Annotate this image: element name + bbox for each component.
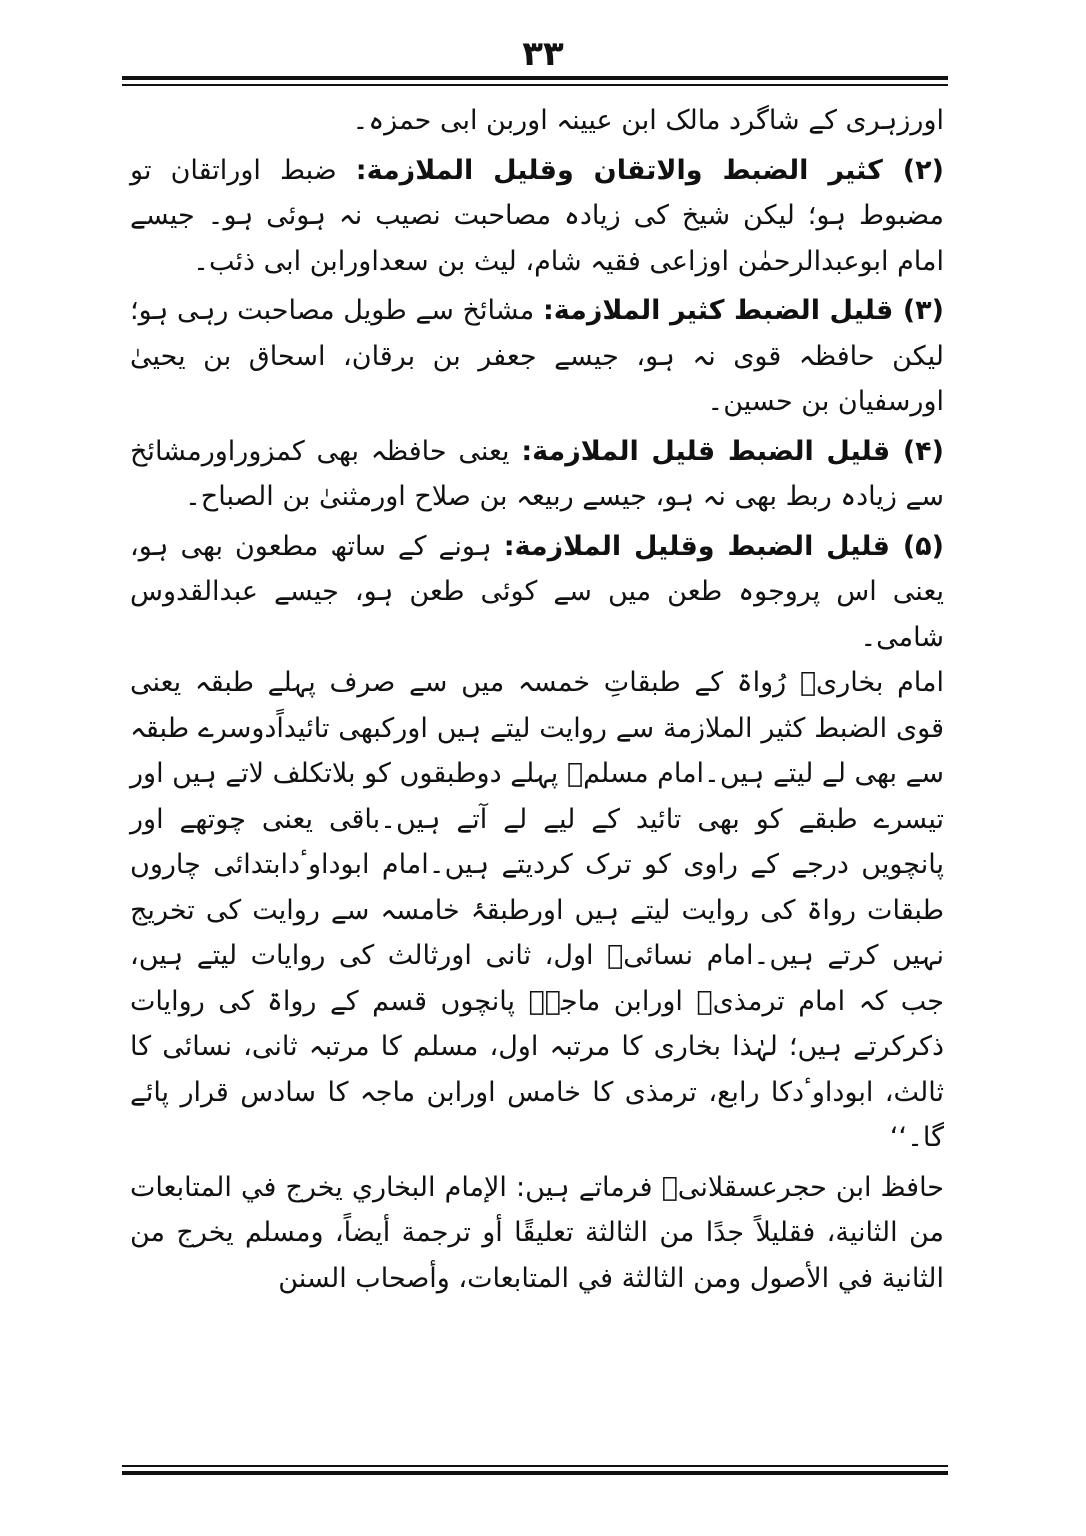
paragraph-category-5 — [130, 524, 944, 661]
paragraph-category-4 — [130, 429, 944, 520]
paragraph-text: یعنی حافظہ بھی کمزوراورمشائخ سے زیادہ ربط بھی نہ ہو، جیسے ربیعہ بن صلاح اورمثنیٰ بن الصباح۔ — [130, 435, 944, 512]
header-rule-thick — [122, 76, 948, 80]
paragraph-intro — [130, 98, 944, 144]
footer-rule-thick — [122, 1471, 948, 1475]
paragraph-ibn-hajar-quote — [130, 1165, 944, 1302]
paragraph-text: حافظ ابن حجرعسقلانیؒ فرماتے ہیں: الإمام البخاري يخرج في المتابعات من الثانية، فقليلاً جدًا من الثالثة تعليقًا أو ترجمة أيضاً، ومسلم يخرج من الثانية في الأصول ومن الثالثة في المتابعات، وأصحاب السنن — [130, 1171, 944, 1294]
category-heading: (۲) كثير الضبط والاتقان وقليل الملازمة: — [355, 154, 944, 186]
paragraph-category-2 — [130, 148, 944, 285]
paragraph-text: ہونے کے ساتھ مطعون بھی ہو، یعنی اس پروجوہ طعن میں سے کوئی طعن ہو، جیسے عبدالقدوس شامی۔ — [130, 530, 944, 653]
page-number: ۳۳ — [522, 34, 564, 74]
paragraph-text: ضبط اوراتقان تو مضبوط ہو؛ لیکن شیخ کی زیادہ مصاحبت نصیب نہ ہوئی ہو۔ جیسے امام ابوعبدالرحمٰن اوزاعی فقیہ شام، لیث بن سعداورابن ابی ذئب۔ — [130, 154, 944, 277]
footer-rule-thin — [122, 1465, 948, 1467]
category-heading: (۳) قليل الضبط كثير الملازمة: — [543, 295, 944, 326]
category-heading: (۵) قليل الضبط وقليل الملازمة: — [503, 530, 944, 562]
paragraph-text: اورزہری کے شاگرد مالک ابن عیینہ اوربن ابی حمزہ۔ — [352, 105, 944, 136]
paragraph-category-3 — [130, 288, 944, 425]
paragraph-text: امام بخاریؒ رُواۃ کے طبقاتِ خمسہ میں سے صرف پہلے طبقہ یعنی قوی الضبط كثير الملازمة سے روایت لیتے ہیں اورکبھی تائیداًدوسرے طبقہ سے بھی لے لیتے ہیں۔امام مسلمؒ پہلے دوطبقوں کو بلاتکلف لاتے ہیں اور تیسرے طبقے کو بھی تائید کے لیے لے آتے ہیں۔باقی یعنی چوتھے اور پانچویں درجے کے راوی کو ترک کردیتے ہیں۔امام ابوداوٴدابتدائی چاروں طبقات رواۃ کی روایت لیتے ہیں اورطبقۂ خامسہ سے روایت کی تخریج نہیں کرتے ہیں۔امام نسائیؒ اول، ثانی اورثالث کی روایات لیتے ہیں، جب کہ امام ترمذیؒ اورابن ماجہؒ پانچوں قسم کے رواۃ کی روایات ذکرکرتے ہیں؛ لہٰذا بخاری کا مرتبہ اول، مسلم کا مرتبہ ثانی، نسائی کا ثالث، ابوداوٴدکا رابع، ترمذی کا خامس اورابن ماجہ کا سادس قرار پائے گا۔‘‘ — [130, 667, 944, 1153]
category-heading: (۴) قليل الضبط قليل الملازمة: — [521, 435, 944, 467]
paragraph-imams-ranking — [130, 660, 944, 1161]
paragraph-text: مشائخ سے طویل مصاحبت رہی ہو؛ لیکن حافظہ قوی نہ ہو، جیسے جعفر بن برقان، اسحاق بن یحییٰ اورسفیان بن حسین۔ — [130, 295, 944, 417]
page-body — [130, 98, 944, 1301]
header-rule-thin — [122, 84, 948, 86]
